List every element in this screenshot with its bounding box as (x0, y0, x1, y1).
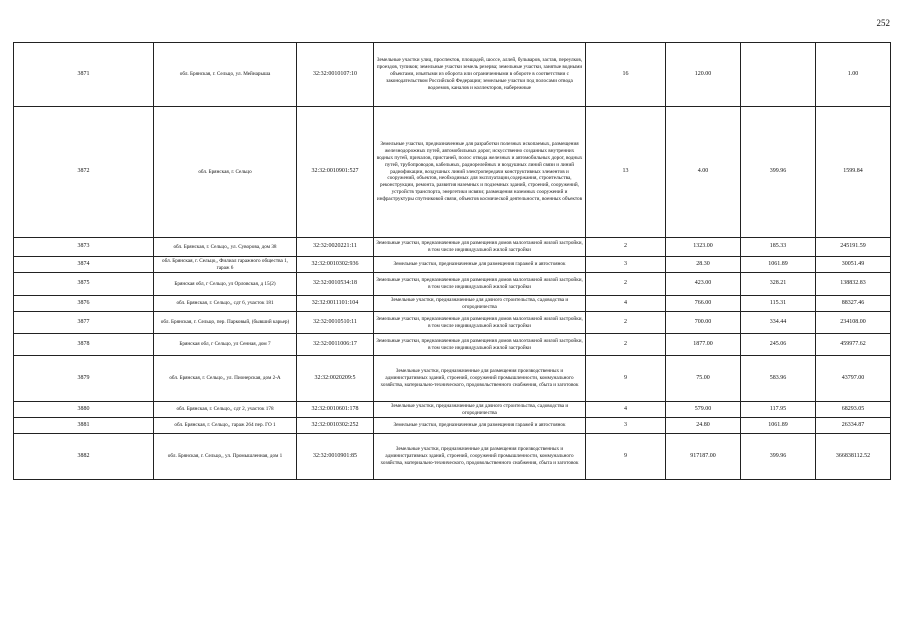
row-cadastral-number: 32:32:0010901:85 (297, 434, 374, 480)
row-land-use: Земельные участки, предназначенные для размещения домов малоэтажной жилой застройки, в том числе индивидуальной жилой застройки (374, 334, 586, 356)
row-address: обл. Брянская, г. Сельцо,, ул. Промышленная, дом 1 (154, 434, 297, 480)
row-specific-value: 185.33 (741, 238, 816, 257)
row-group-code: 2 (586, 334, 666, 356)
row-cadastral-value: 68293.05 (816, 402, 891, 418)
row-specific-value: 245.06 (741, 334, 816, 356)
row-address: обл. Брянская, г. Сельцо, ул. Мейнарыша (154, 43, 297, 107)
table-row (14, 402, 891, 418)
row-address: обл. Брянская, г. Сельцо,, ул. Пионерская, дом 2-А (154, 356, 297, 402)
row-specific-value: 399.96 (741, 434, 816, 480)
row-area: 766.00 (666, 296, 741, 312)
row-cadastral-number: 32:32:0010302:252 (297, 418, 374, 434)
row-land-use: Земельные участки, предназначенные для размещения гаражей и автостоянок (374, 418, 586, 434)
row-number: 3876 (14, 296, 154, 312)
row-specific-value (741, 43, 816, 107)
row-specific-value: 334.44 (741, 312, 816, 334)
row-address: обл. Брянская, г. Сельцо,, сдт 6, участок 181 (154, 296, 297, 312)
table-row (14, 107, 891, 238)
row-group-code: 3 (586, 257, 666, 273)
row-area: 120.00 (666, 43, 741, 107)
row-cadastral-value: 138832.83 (816, 273, 891, 296)
row-group-code: 3 (586, 418, 666, 434)
row-specific-value: 117.95 (741, 402, 816, 418)
row-group-code: 2 (586, 238, 666, 257)
page-number: 252 (876, 18, 890, 28)
row-number: 3872 (14, 107, 154, 238)
row-land-use: Земельные участки, предназначенные для дачного строительства, садоводства и огородничества (374, 296, 586, 312)
row-cadastral-value: 88327.46 (816, 296, 891, 312)
row-area: 1323.00 (666, 238, 741, 257)
row-land-use: Земельные участки, предназначенные для дачного строительства, садоводства и огородничества (374, 402, 586, 418)
row-number: 3878 (14, 334, 154, 356)
row-land-use: Земельные участки, предназначенные для размещения производственных и административных зданий, строений, сооружений промышленности, коммунального хозяйства, материально-технического, продовольственного снабжения, сбыта и заготовок (374, 356, 586, 402)
row-group-code: 13 (586, 107, 666, 238)
row-area: 917187.00 (666, 434, 741, 480)
row-number: 3881 (14, 418, 154, 434)
row-area: 24.80 (666, 418, 741, 434)
row-area: 423.00 (666, 273, 741, 296)
table-row (14, 296, 891, 312)
row-land-use: Земельные участки, предназначенные для размещения домов малоэтажной жилой застройки, в том числе индивидуальной жилой застройки (374, 312, 586, 334)
row-cadastral-number: 32:32:0010601:178 (297, 402, 374, 418)
row-specific-value: 1061.89 (741, 418, 816, 434)
row-number: 3875 (14, 273, 154, 296)
row-area: 700.00 (666, 312, 741, 334)
row-address: Брянская обл, г Сельцо, ул Орловская, д 15(2) (154, 273, 297, 296)
row-cadastral-number: 32:32:0010534:18 (297, 273, 374, 296)
row-area: 1877.00 (666, 334, 741, 356)
table-row (14, 334, 891, 356)
row-address: обл. Брянская, г. Сельцо (154, 107, 297, 238)
row-specific-value: 115.31 (741, 296, 816, 312)
row-number: 3871 (14, 43, 154, 107)
row-cadastral-number: 32:32:0010510:11 (297, 312, 374, 334)
row-specific-value: 583.96 (741, 356, 816, 402)
row-address: обл. Брянская, г. Сельцо,, ул. Суворова, дом 38 (154, 238, 297, 257)
row-cadastral-value: 234108.00 (816, 312, 891, 334)
row-cadastral-number: 32:32:0020209:5 (297, 356, 374, 402)
row-land-use: Земельные участки, предназначенные для размещения домов малоэтажной жилой застройки, в том числе индивидуальной жилой застройки (374, 238, 586, 257)
row-number: 3882 (14, 434, 154, 480)
row-address: обл. Брянская, г. Сельцо,, Филиал гаражного общества 1, гараж 6 (154, 257, 297, 273)
table-row (14, 356, 891, 402)
table-row (14, 418, 891, 434)
row-area: 4.00 (666, 107, 741, 238)
row-land-use: Земельные участки, предназначенные для размещения домов малоэтажной жилой застройки, в том числе индивидуальной жилой застройки (374, 273, 586, 296)
row-cadastral-value: 30051.49 (816, 257, 891, 273)
row-cadastral-number: 32:32:0020221:11 (297, 238, 374, 257)
row-group-code: 4 (586, 296, 666, 312)
row-address: обл. Брянская, г. Сельцо,, гараж 264 пер. ГО 1 (154, 418, 297, 434)
row-address: Брянская обл, г Сельцо, ул Сенная, дом 7 (154, 334, 297, 356)
row-group-code: 9 (586, 356, 666, 402)
row-group-code: 2 (586, 273, 666, 296)
row-address: обл. Брянская, г. Сельцо, пер. Парковый, (бывший карьер) (154, 312, 297, 334)
row-group-code: 2 (586, 312, 666, 334)
row-group-code: 9 (586, 434, 666, 480)
table-row (14, 273, 891, 296)
row-area: 579.00 (666, 402, 741, 418)
table-row (14, 238, 891, 257)
row-cadastral-value: 245191.59 (816, 238, 891, 257)
row-land-use: Земельные участки, предназначенные для разработки полезных ископаемых, размещения железнодорожных путей, автомобильных дорог, искусственно созданных внутренних водных путей, причалов, пристаней, полос отвода железных и автомобильных дорог, водных путей, трубопроводов, кабельных, радиорелейных и воздушных линий связи и линий радиофикации, воздушных линий электропередачи конструктивных элементов и сооружений, объектов, необходимых для эксплуатации,содержания, строительства, реконструкции, ремонта, развития наземных и подземных зданий, строений, сооружений, устройств транспорта, энергетики исвязи; размещения наземных сооружений и инфраструктуры спутниковой связи, объектов космической деятельности, военных объектов (374, 107, 586, 238)
row-number: 3874 (14, 257, 154, 273)
table-row (14, 43, 891, 107)
row-area: 28.30 (666, 257, 741, 273)
row-group-code: 16 (586, 43, 666, 107)
table-row (14, 312, 891, 334)
row-specific-value: 399.96 (741, 107, 816, 238)
row-cadastral-value: 1599.84 (816, 107, 891, 238)
row-cadastral-value: 366838112.52 (816, 434, 891, 480)
row-number: 3879 (14, 356, 154, 402)
row-cadastral-number: 32:32:0010107:10 (297, 43, 374, 107)
row-land-use: Земельные участки, предназначенные для размещения гаражей и автостоянок (374, 257, 586, 273)
row-group-code: 4 (586, 402, 666, 418)
row-number: 3877 (14, 312, 154, 334)
row-number: 3873 (14, 238, 154, 257)
row-cadastral-value: 1.00 (816, 43, 891, 107)
table-row (14, 257, 891, 273)
row-cadastral-number: 32:32:0011006:17 (297, 334, 374, 356)
row-cadastral-value: 26334.87 (816, 418, 891, 434)
row-area: 75.00 (666, 356, 741, 402)
row-land-use: Земельные участки улиц, проспектов, площадей, шоссе, аллей, бульваров, застав, переулков, проездов, тупиков; земельные участки земель резерва; земельные участки, занятые водными объектами, изъятыми из оборота или ограниченными в обороте в соответствии с законодательством Российской Федерации; земельные участки под полосами отвода водоемов, каналов и коллекторов, набережные (374, 43, 586, 107)
row-cadastral-number: 32:32:0011101:104 (297, 296, 374, 312)
row-specific-value: 328.21 (741, 273, 816, 296)
row-cadastral-value: 459977.62 (816, 334, 891, 356)
row-cadastral-number: 32:32:0010901:527 (297, 107, 374, 238)
row-cadastral-number: 32:32:0010302:936 (297, 257, 374, 273)
row-land-use: Земельные участки, предназначенные для размещения производственных и административных зданий, строений, сооружений промышленности, коммунального хозяйства, материально-технического, продовольственного снабжения, сбыта и заготовок (374, 434, 586, 480)
row-specific-value: 1061.89 (741, 257, 816, 273)
row-number: 3880 (14, 402, 154, 418)
table-row (14, 434, 891, 480)
row-cadastral-value: 43797.00 (816, 356, 891, 402)
cadastral-value-table (13, 42, 891, 480)
row-address: обл. Брянская, г. Сельцо,, сдт 2, участок 178 (154, 402, 297, 418)
